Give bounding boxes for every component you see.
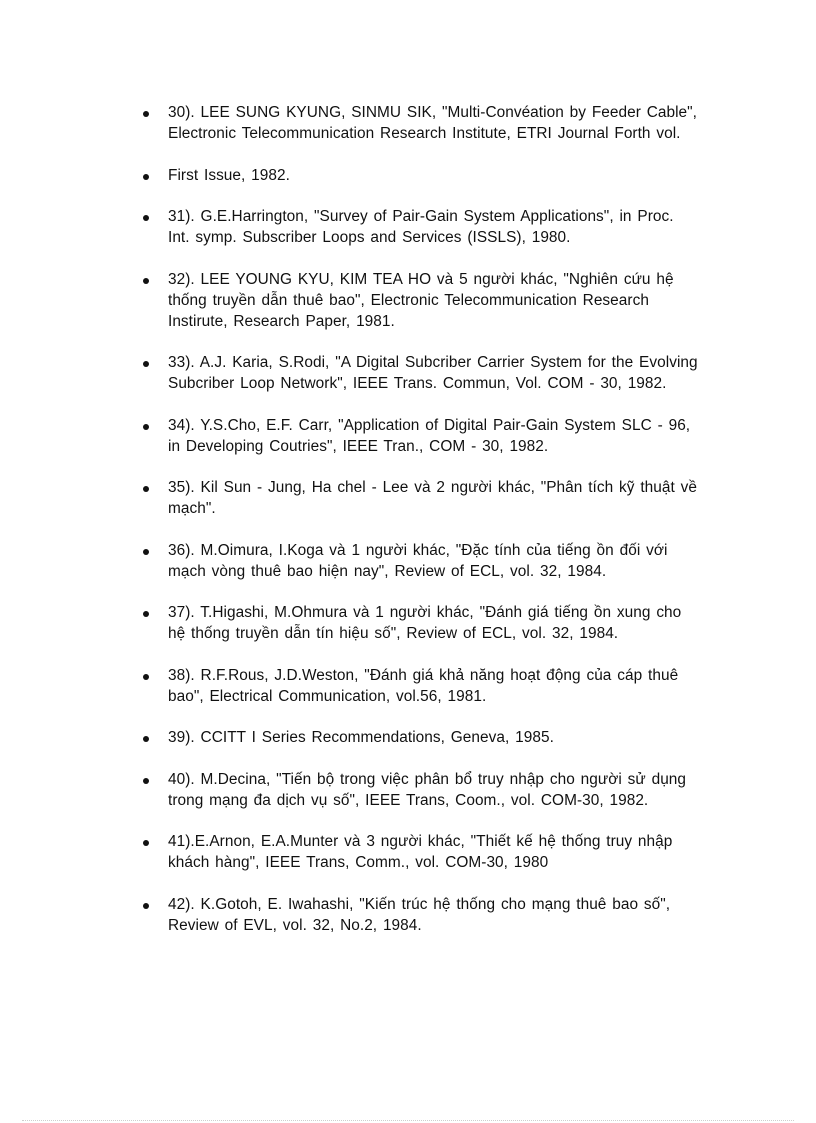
- reference-item-41: [0, 831, 698, 873]
- reference-text: 42). K.Gotoh, E. Iwahashi, "Kiến trúc hệ thống cho mạng thuê bao số", Review of EVL, vol. 32, No.2, 1984.: [168, 895, 671, 934]
- bullet-icon: [143, 486, 149, 492]
- reference-text: 37). T.Higashi, M.Ohmura và 1 người khác, "Đánh giá tiếng ồn xung cho hệ thống truyền dẫn tín hiệu số", Review of ECL, vol. 32, 1984.: [168, 604, 682, 642]
- bullet-icon: [143, 361, 149, 367]
- reference-text: 35). Kil Sun - Jung, Ha chel - Lee và 2 người khác, "Phân tích kỹ thuật về mạch".: [168, 479, 698, 517]
- reference-item-34: [0, 415, 698, 457]
- bullet-icon: [143, 174, 149, 180]
- bullet-icon: [143, 840, 149, 846]
- reference-text: 38). R.F.Rous, J.D.Weston, "Đánh giá khả năng hoạt động của cáp thuê bao", Electrical Communication, vol.56, 1981.: [168, 666, 679, 705]
- page-bottom-dotted-rule: [22, 1120, 794, 1121]
- reference-item-38: [0, 665, 698, 707]
- reference-item-37: [0, 602, 698, 644]
- reference-text: 33). A.J. Karia, S.Rodi, "A Digital Subcriber Carrier System for the Evolving Subcriber Loop Network", IEEE Trans. Commun, Vol. COM - 30, 1982.: [168, 354, 698, 392]
- reference-text: 31). G.E.Harrington, "Survey of Pair-Gain System Applications", in Proc. Int. symp. Subscriber Loops and Services (ISSLS), 1980.: [168, 208, 674, 246]
- bullet-icon: [143, 111, 149, 117]
- bullet-icon: [143, 903, 149, 909]
- reference-text: 39). CCITT I Series Recommendations, Geneva, 1985.: [168, 729, 554, 746]
- reference-text: First Issue, 1982.: [168, 166, 290, 184]
- reference-item-33: [0, 352, 698, 394]
- bullet-icon: [143, 611, 149, 617]
- reference-text: 40). M.Decina, "Tiến bộ trong việc phân bổ truy nhập cho người sử dụng trong mạng đa dịch vụ số", IEEE Trans, Coom., vol. COM-30, 1982.: [168, 770, 687, 809]
- bullet-icon: [143, 778, 149, 784]
- reference-item-31: [0, 206, 698, 248]
- reference-item-42: [0, 894, 698, 936]
- reference-text: 30). LEE SUNG KYUNG, SINMU SIK, "Multi-Convéation by Feeder Cable", Electronic Telecommunication Research Institute, ETRI Journal Forth vol.: [168, 104, 698, 142]
- reference-item-40: [0, 769, 698, 811]
- reference-text: 41).E.Arnon, E.A.Munter và 3 người khác, "Thiết kế hệ thống truy nhập khách hàng", IEEE Trans, Comm., vol. COM-30, 1980: [168, 833, 673, 871]
- bullet-icon: [143, 674, 149, 680]
- reference-item-36: [0, 540, 698, 582]
- reference-item-32: [0, 269, 698, 332]
- reference-item-30: [0, 102, 698, 144]
- reference-text: 36). M.Oimura, I.Koga và 1 người khác, "Đặc tính của tiếng ồn đối với mạch vòng thuê bao hiện nay", Review of ECL, vol. 32, 1984.: [168, 541, 668, 580]
- bullet-icon: [143, 278, 149, 284]
- bullet-icon: [143, 215, 149, 221]
- bullet-icon: [143, 424, 149, 430]
- reference-item-39: [0, 727, 698, 748]
- reference-text: 32). LEE YOUNG KYU, KIM TEA HO và 5 người khác, "Nghiên cứu hệ thống truyền dẫn thuê bao", Electronic Telecommunication Research Instirute, Research Paper, 1981.: [168, 270, 674, 330]
- reference-list: [0, 102, 816, 956]
- bullet-icon: [143, 736, 149, 742]
- reference-text: 34). Y.S.Cho, E.F. Carr, "Application of Digital Pair-Gain System SLC - 96, in Developing Coutries", IEEE Tran., COM - 30, 1982.: [168, 416, 691, 455]
- reference-item-35: [0, 477, 698, 519]
- reference-item-first-issue: [0, 165, 698, 186]
- bullet-icon: [143, 549, 149, 555]
